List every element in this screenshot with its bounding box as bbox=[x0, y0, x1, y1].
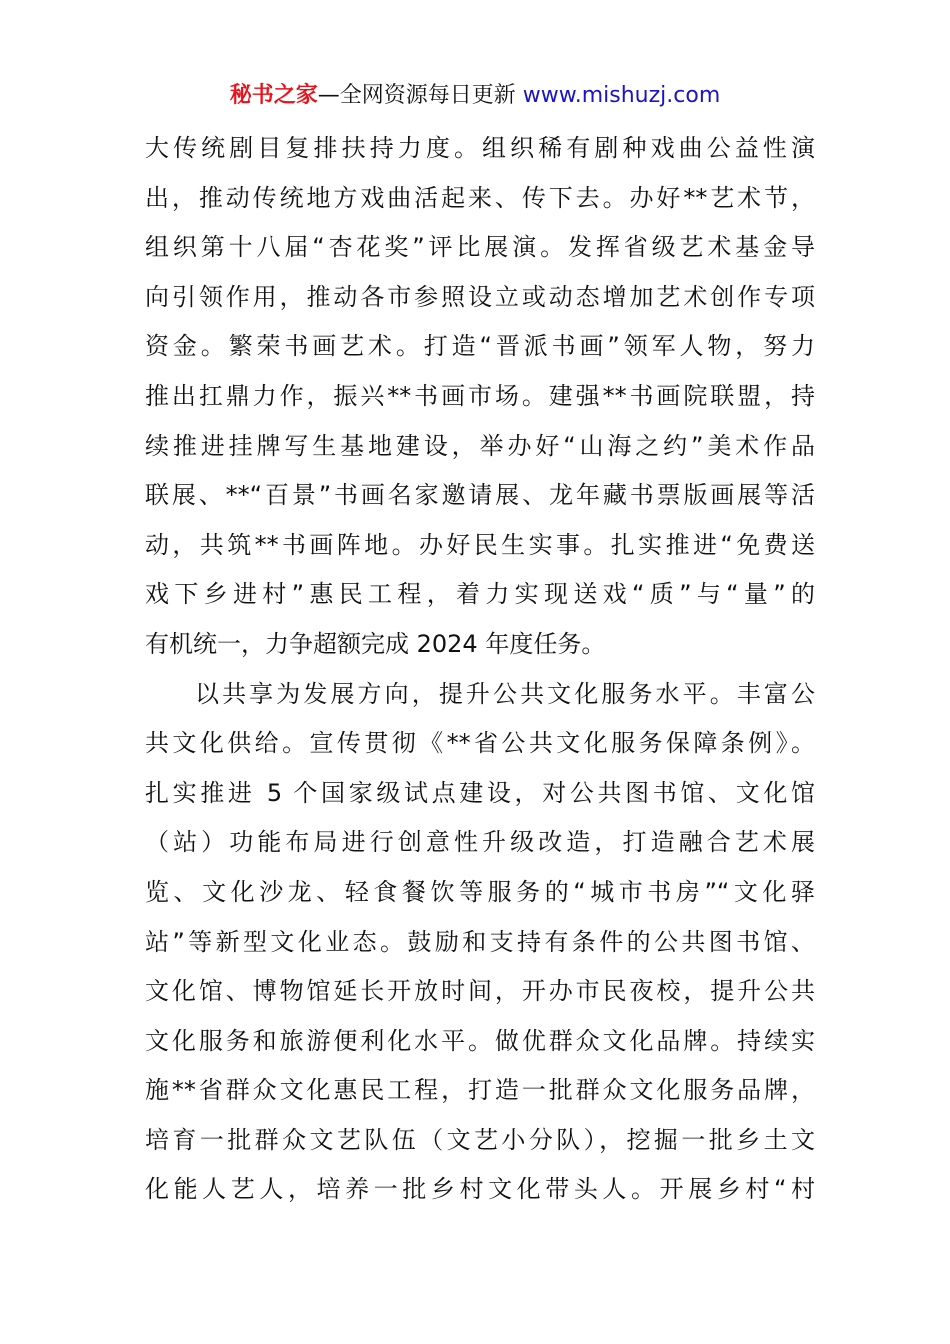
text-line: 化能人艺人，培养一批乡村文化带头人。开展乡村“村 bbox=[145, 1175, 815, 1204]
text-line: 有机统一，力争超额完成 2024 年度任务。 bbox=[145, 629, 606, 658]
site-tagline: —全网资源每日更新 bbox=[317, 83, 523, 108]
text-line: 向引领作用，推动各市参照设立或动态增加艺术创作专项 bbox=[145, 282, 815, 311]
text-line: 组织第十八届“杏花奖”评比展演。发挥省级艺术基金导 bbox=[145, 233, 815, 262]
text-line: 推出扛鼎力作，振兴**书画市场。建强**书画院联盟，持 bbox=[145, 381, 815, 410]
site-header bbox=[0, 80, 950, 112]
text-line: 以共享为发展方向，提升公共文化服务水平。丰富公 bbox=[195, 679, 815, 708]
text-line: （站）功能布局进行创意性升级改造，打造融合艺术展 bbox=[145, 828, 815, 857]
text-line: 戏下乡进村”惠民工程，着力实现送戏“质”与“量”的 bbox=[145, 580, 815, 609]
site-url-link[interactable]: www.mishuzj.com bbox=[522, 83, 721, 108]
text-line: 续推进挂牌写生基地建设，举办好“山海之约”美术作品 bbox=[145, 431, 815, 460]
text-line: 施**省群众文化惠民工程，打造一批群众文化服务品牌， bbox=[145, 1076, 815, 1105]
text-line: 文化馆、博物馆延长开放时间，开办市民夜校，提升公共 bbox=[145, 977, 815, 1006]
text-line: 扎实推进 5 个国家级试点建设，对公共图书馆、文化馆 bbox=[145, 778, 815, 807]
text-line: 大传统剧目复排扶持力度。组织稀有剧种戏曲公益性演 bbox=[145, 134, 815, 162]
document-body bbox=[145, 124, 815, 1215]
text-line: 站”等新型文化业态。鼓励和支持有条件的公共图书馆、 bbox=[145, 927, 815, 956]
text-line: 览、文化沙龙、轻食餐饮等服务的“城市书房”“文化驿 bbox=[145, 877, 815, 906]
text-line: 联展、**“百景”书画名家邀请展、龙年藏书票版画展等活 bbox=[145, 481, 815, 510]
text-line: 出，推动传统地方戏曲活起来、传下去。办好**艺术节， bbox=[145, 183, 815, 212]
text-line: 培育一批群众文艺队伍（文艺小分队），挖掘一批乡土文 bbox=[145, 1125, 815, 1154]
text-line: 动，共筑**书画阵地。办好民生实事。扎实推进“免费送 bbox=[145, 530, 815, 559]
site-brand: 秘书之家 bbox=[229, 83, 318, 108]
text-line: 资金。繁荣书画艺术。打造“晋派书画”领军人物，努力 bbox=[145, 332, 815, 361]
paragraph-2 bbox=[145, 670, 815, 1216]
text-line: 文化服务和旅游便利化水平。做优群众文化品牌。持续实 bbox=[145, 1026, 815, 1055]
text-line: 共文化供给。宣传贯彻《**省公共文化服务保障条例》。 bbox=[145, 729, 815, 758]
paragraph-1 bbox=[145, 124, 815, 670]
